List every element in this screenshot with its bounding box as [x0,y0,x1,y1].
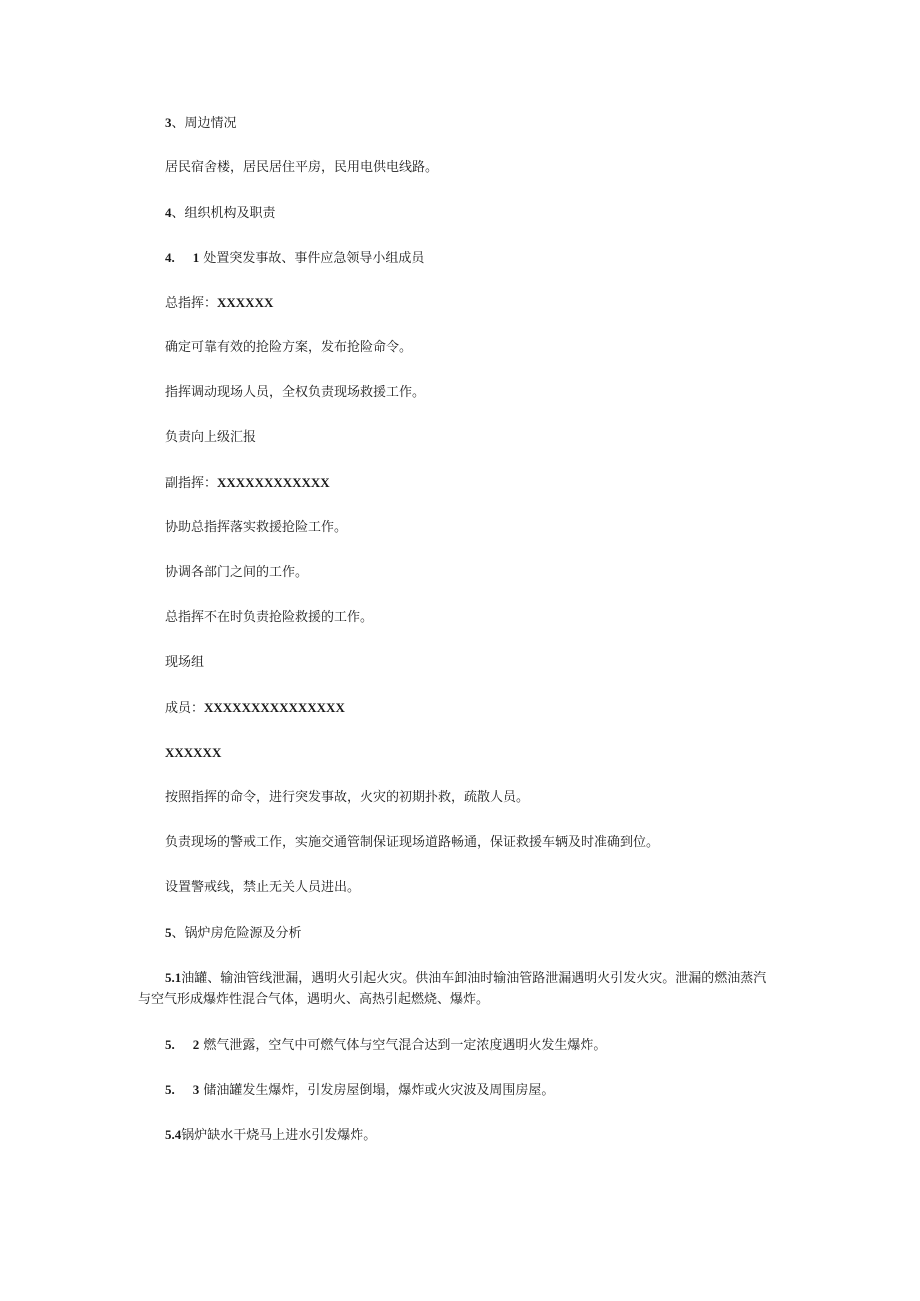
members-line [165,697,345,720]
section-3-body: 居民宿舍楼，居民居住平房，民用电供电线路。 [165,160,439,175]
deputy-name: XXXXXXXXXXXX [217,475,330,490]
hazard-number-minor: 3 [192,1082,200,1097]
commander-duty: 确定可靠有效的抢险方案，发布抢险命令。 [165,340,413,355]
section-title: 、组织机构及职责 [171,206,276,221]
hazard-text: 储油罐发生爆炸，引发房屋倒塌，爆炸或火灾波及周围房屋。 [203,1083,555,1098]
members-names: XXXXXXXXXXXXXXX [204,700,345,715]
deputy-duty: 协调各部门之间的工作。 [165,565,309,580]
section-5-heading [165,922,302,945]
commander-label: 总指挥： [165,296,218,311]
deputy-label: 副指挥： [165,476,218,491]
hazard-text: 燃气泄露，空气中可燃气体与空气混合达到一定浓度遇明火发生爆炸。 [203,1038,607,1053]
section-4-1-heading [165,247,424,270]
section-number-minor: 1 [192,250,200,265]
commander-line [165,292,273,315]
hazard-text: 油罐、输油管线泄漏，遇明火引起火灾。供油车卸油时输油管路泄漏遇明火引发火灾。泄漏的燃油蒸汽 [181,971,767,986]
hazard-number: 5.4 [165,1127,182,1142]
deputy-duty: 协助总指挥落实救援抢险工作。 [165,520,348,535]
site-duty: 按照指挥的命令，进行突发事故，火灾的初期扑救，疏散人员。 [165,790,530,805]
section-number: 3 [165,115,172,130]
hazard-5-1-line2: 与空气形成爆炸性混合气体，遇明火、高热引起燃烧、爆炸。 [138,992,490,1007]
hazard-number-minor: 2 [192,1037,200,1052]
deputy-duty: 总指挥不在时负责抢险救援的工作。 [165,610,374,625]
site-duty: 设置警戒线，禁止无关人员进出。 [165,880,361,895]
hazard-5-2 [165,1034,606,1057]
site-duty: 负责现场的警戒工作，实施交通管制保证现场道路畅通，保证救援车辆及时准确到位。 [165,835,660,850]
section-title: 、周边情况 [171,116,237,131]
section-3-heading [165,112,237,135]
section-number: 5 [165,925,172,940]
section-title: 处置突发事故、事件应急领导小组成员 [203,251,425,266]
deputy-line [165,472,330,495]
members-extra: XXXXXX [165,745,222,760]
hazard-5-3 [165,1079,554,1102]
commander-duty: 指挥调动现场人员，全权负责现场救援工作。 [165,385,426,400]
section-title: 、锅炉房危险源及分析 [171,926,302,941]
commander-name: XXXXXX [217,295,274,310]
hazard-number-major: 5. [165,1037,175,1052]
section-number: 4 [165,205,172,220]
hazard-text: 锅炉缺水干烧马上进水引发爆炸。 [181,1128,377,1143]
members-label: 成员： [165,701,205,716]
commander-duty: 负责向上级汇报 [165,430,257,445]
section-number-major: 4. [165,250,175,265]
hazard-number: 5.1 [165,970,182,985]
hazard-number-major: 5. [165,1082,175,1097]
hazard-5-4 [165,1124,376,1147]
site-group-heading: 现场组 [165,655,205,670]
section-4-heading [165,202,276,225]
hazard-5-1-line1 [165,967,766,990]
